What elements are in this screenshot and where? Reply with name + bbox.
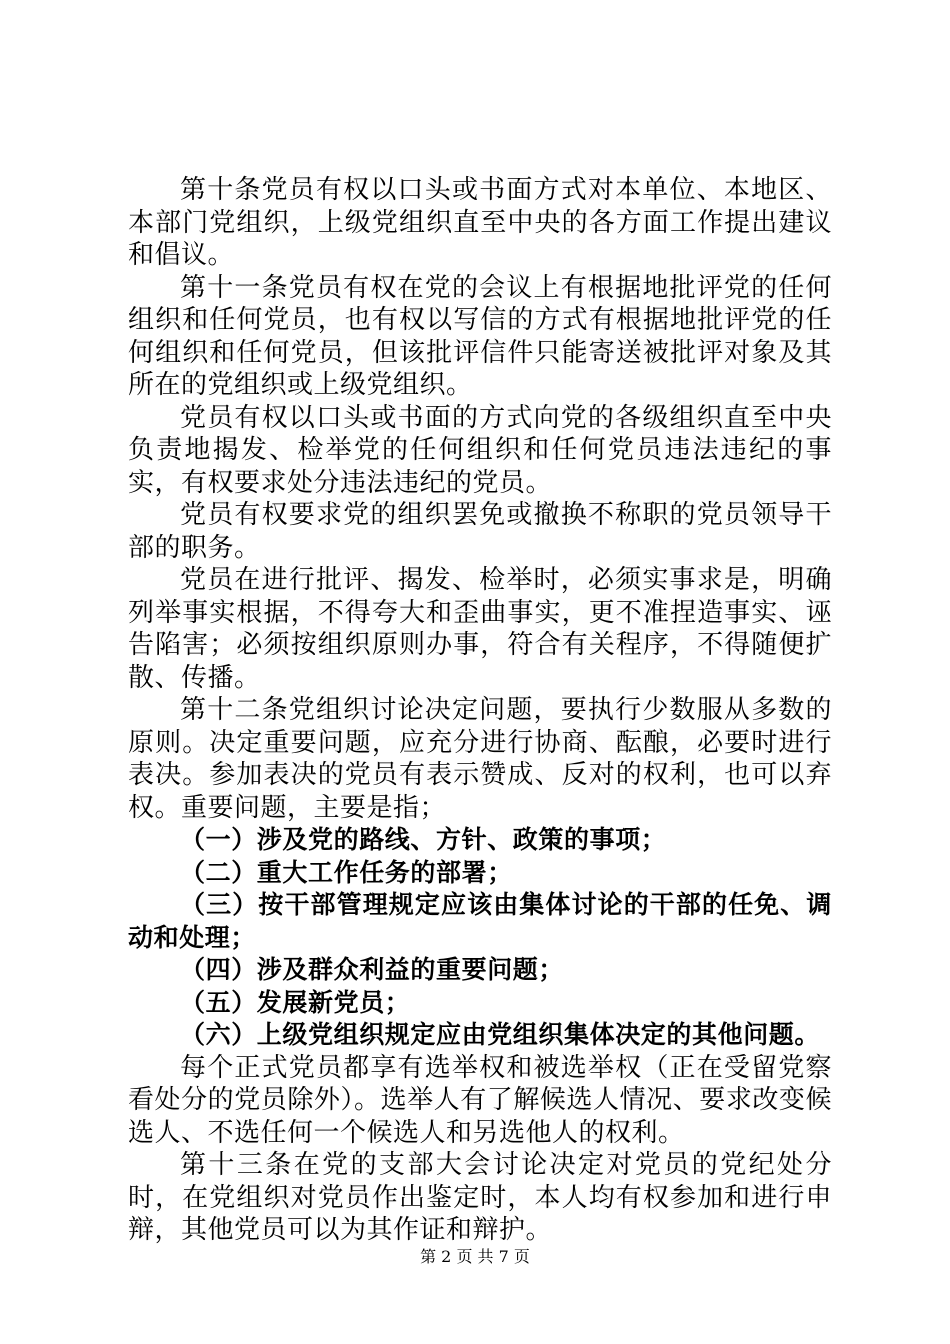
document-body <box>128 174 832 1247</box>
list-item-1: （一）涉及党的路线、方针、政策的事项； <box>180 825 667 854</box>
paragraph-article-11: 第十一条党员有权在党的会议上有根据地批评党的任何组织和任何党员，也有权以写信的方式有根据地批评党的任何组织和任何党员，但该批评信件只能寄送被批评对象及其所在的党组织或上级党组织。 <box>128 272 832 400</box>
page-indicator: 第 2 页 共 7 页 <box>420 1247 530 1266</box>
list-item-5: （五）发展新党员； <box>180 987 411 1017</box>
list-item-2: （二）重大工作任务的部署； <box>180 857 513 887</box>
page-footer <box>0 1244 950 1267</box>
paragraph-criticism-rules: 党员在进行批评、揭发、检举时，必须实事求是，明确列举事实根据，不得夸大和歪曲事实，更不准捏造事实、诬告陷害；必须按组织原则办事，符合有关程序，不得随便扩散、传播。 <box>128 565 832 693</box>
list-item-4: （四）涉及群众利益的重要问题； <box>180 955 565 984</box>
paragraph-article-13: 第十三条在党的支部大会讨论决定对党员的党纪处分时，在党组织对党员作出鉴定时，本人均有权参加和进行申辩，其他党员可以为其作证和辩护。 <box>128 1150 832 1245</box>
paragraph-election-right: 每个正式党员都享有选举权和被选举权（正在受留党察看处分的党员除外）。选举人有了解候选人情况、要求改变候选人、不选任何一个候选人和另选他人的权利。 <box>128 1052 832 1148</box>
paragraph-article-12: 第十二条党组织讨论决定问题，要执行少数服从多数的原则。决定重要问题，应充分进行协商、酝酿，必要时进行表决。参加表决的党员有表示赞成、反对的权利，也可以弃权。重要问题，主要是指； <box>128 695 832 823</box>
paragraph-report-right: 党员有权以口头或书面的方式向党的各级组织直至中央负责地揭发、检举党的任何组织和任何党员违法违纪的事实，有权要求处分违法违纪的党员。 <box>128 402 832 498</box>
paragraph-dismissal-right: 党员有权要求党的组织罢免或撤换不称职的党员领导干部的职务。 <box>128 500 832 563</box>
list-item-3: （三）按干部管理规定应该由集体讨论的干部的任免、调动和处理； <box>128 890 832 952</box>
paragraph-article-10: 第十条党员有权以口头或书面方式对本单位、本地区、本部门党组织，上级党组织直至中央的各方面工作提出建议和倡议。 <box>128 175 832 270</box>
list-item-6: （六）上级党组织规定应由党组织集体决定的其他问题。 <box>180 1020 821 1049</box>
